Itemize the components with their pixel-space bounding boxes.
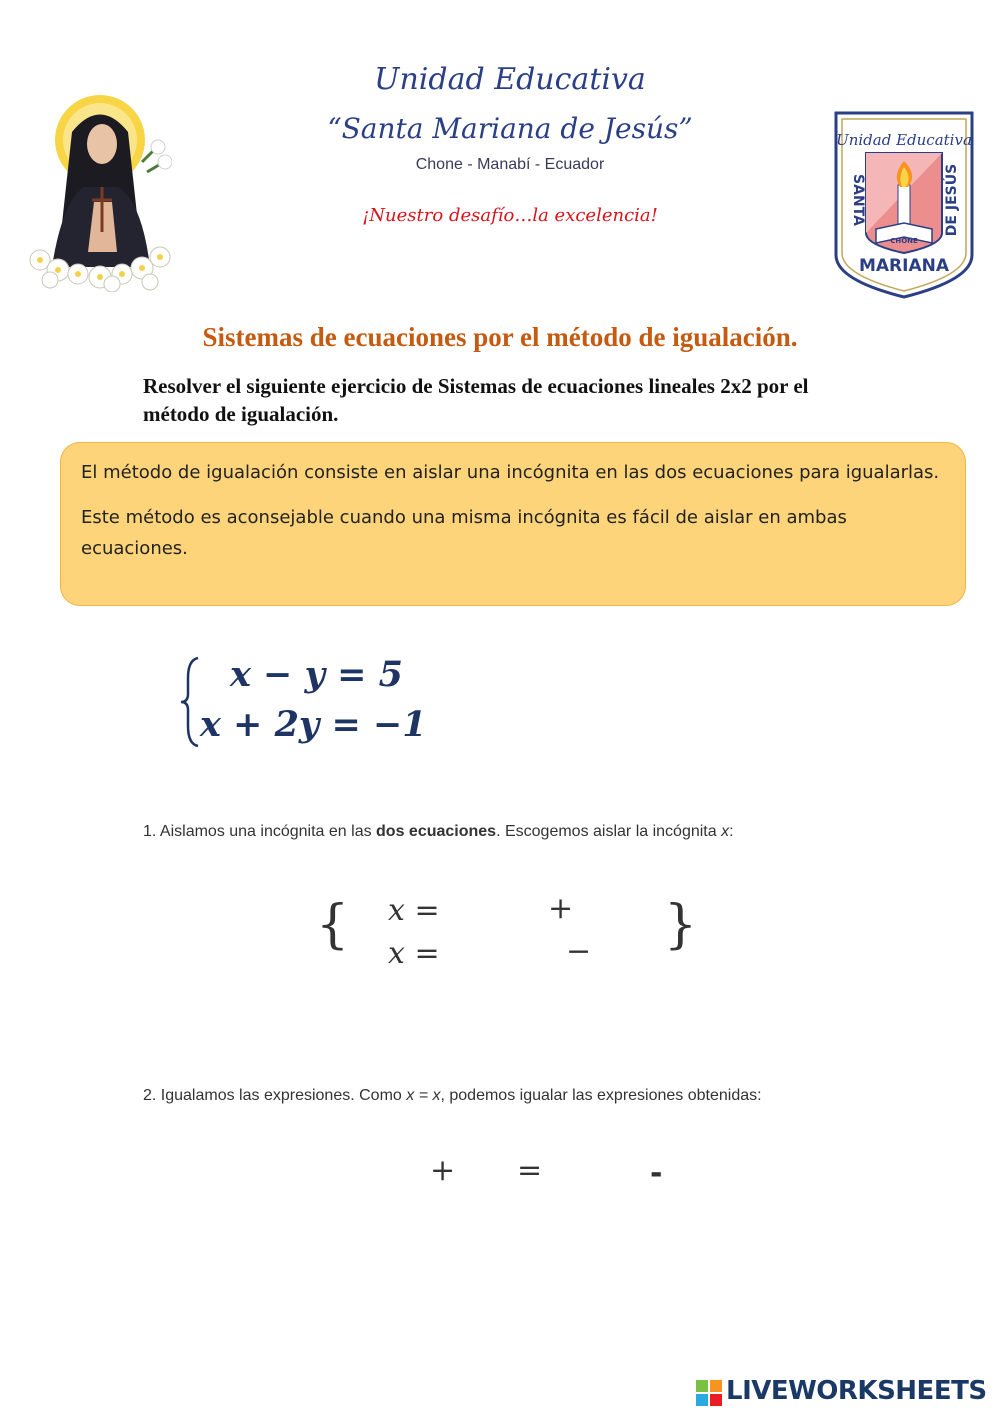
step1-row2-op: − [566,934,592,969]
crest-left-text: SANTA [850,174,866,226]
info-paragraph-2: Este método es aconsejable cuando una misma incógnita es fácil de aislar en ambas ecuaciones. [81,507,847,559]
equation-system [178,652,478,752]
step2-plus: + [430,1153,456,1188]
crest-book-text: CHONE [890,237,918,245]
step1-text [143,823,923,841]
logo-square-1 [696,1380,708,1392]
crest-top-text: Unidad Educativa [836,131,972,149]
saint-mariana-image [22,92,172,292]
liveworksheets-icon [696,1380,722,1406]
crest-right-text: DE JESÚS [944,163,960,237]
step2-suffix: , podemos igualar las expresiones obtenidas: [440,1087,762,1104]
crest-bottom-text: MARIANA [858,256,950,276]
step1-row2-lhs: x = [388,936,440,971]
instructions-text: Resolver el siguiente ejercicio de Sistemas de ecuaciones lineales 2x2 por el método de igualación. [143,374,809,426]
school-name-line1: Unidad Educativa [374,62,646,97]
liveworksheets-logo [696,1376,996,1410]
worksheet-title: Sistemas de ecuaciones por el método de igualación. [202,322,798,352]
step2-equals: = [517,1153,543,1188]
step1-left-brace: { [316,895,350,955]
step1-suffix: . Escogemos aislar la incógnita [496,823,722,840]
step1-right-brace: } [664,895,698,955]
liveworksheets-text: LIVEWORKSHEETS [726,1376,987,1406]
step1-row1-op: + [548,891,574,926]
info-paragraph-1: El método de igualación consiste en aislar una incógnita en las dos ecuaciones para igualarlas. [81,462,940,483]
school-crest [830,105,978,300]
step2-prefix: 2. Igualamos las expresiones. Como [143,1087,407,1104]
logo-square-4 [710,1394,722,1406]
step1-bold: dos ecuaciones [376,823,497,840]
step1-row1-lhs: x = [388,893,440,928]
step2-text [143,1085,803,1107]
school-motto: ¡Nuestro desafío…la excelencia! [362,205,658,226]
school-name-line2: “Santa Mariana de Jesús” [327,112,693,145]
equation-2: x + 2y = −1 [200,704,427,745]
logo-square-2 [710,1380,722,1392]
step2-minus: - [650,1156,663,1191]
step1-end: : [729,823,734,840]
school-location: Chone - Manabí - Ecuador [415,156,605,173]
step1-var: x [721,823,730,840]
step1-prefix: 1. Aislamos una incógnita en las [143,823,377,840]
system-brace-icon [178,654,202,750]
info-box [60,442,966,606]
step2-expr: x = x [406,1087,441,1104]
equation-1: x − y = 5 [230,654,403,695]
logo-square-3 [696,1394,708,1406]
